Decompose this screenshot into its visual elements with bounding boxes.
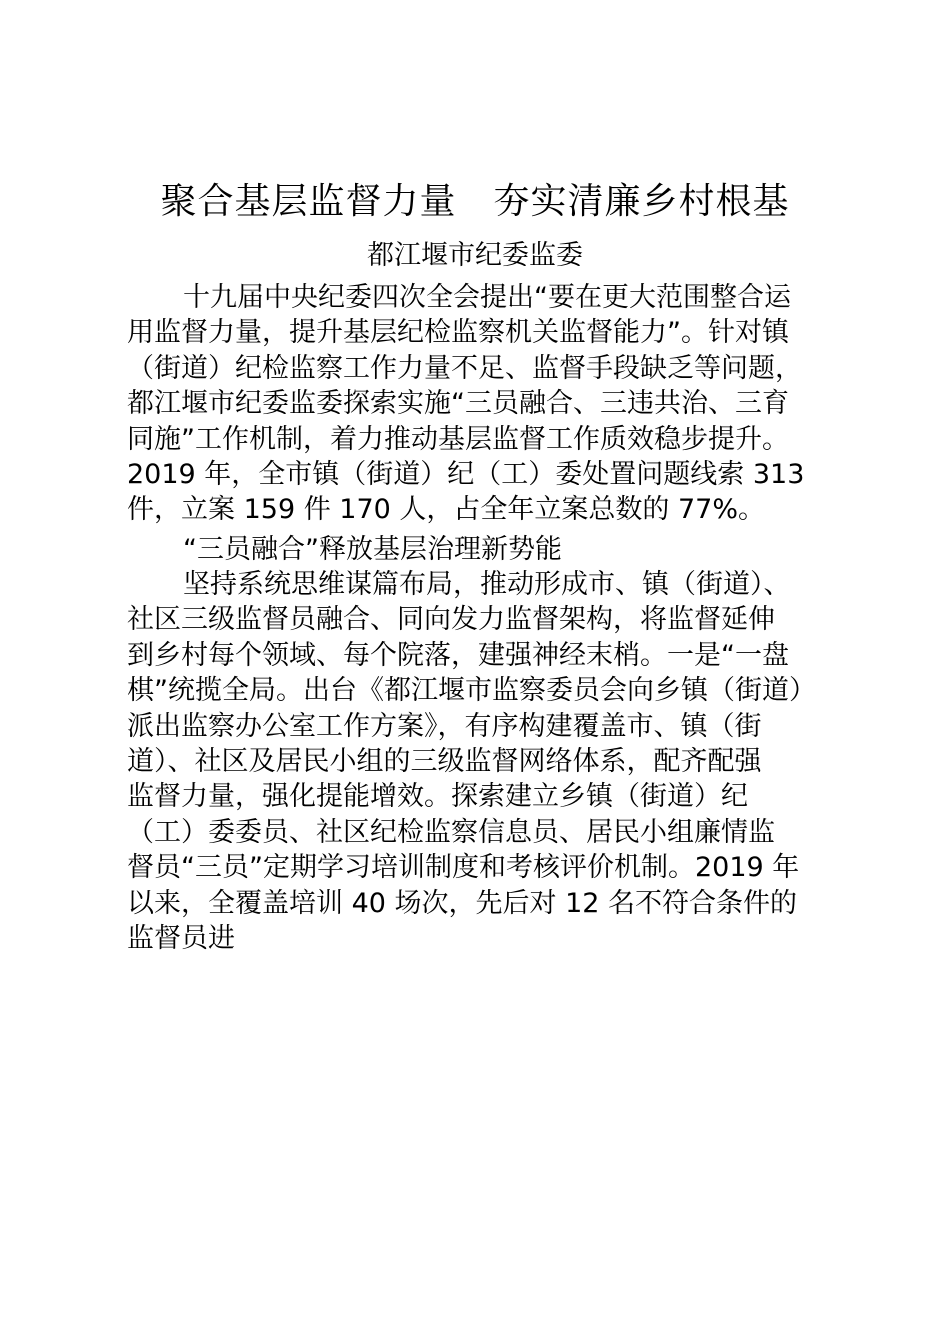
paragraph-line: 督员“三员”定期学习培训制度和考核评价机制。2019 年 — [127, 852, 800, 884]
paragraph-intro — [127, 280, 827, 528]
paragraph-line: 十九届中央纪委四次全会提出“要在更大范围整合运 — [183, 282, 791, 313]
paragraph-line: 件，立案 159 件 170 人，占全年立案总数的 77%。 — [127, 494, 765, 526]
paragraph-line: 同施”工作机制，着力推动基层监督工作质效稳步提升。 — [127, 423, 789, 455]
paragraph-line: （工）委委员、社区纪检监察信息员、居民小组廉情监 — [127, 816, 775, 848]
paragraph-line: 2019 年，全市镇（街道）纪（工）委处置问题线索 313 — [127, 458, 805, 490]
paragraph-line: 派出监察办公室工作方案》，有序构建覆盖市、镇（街 — [127, 710, 762, 742]
paragraph-line: 以来，全覆盖培训 40 场次，先后对 12 名不符合条件的 — [127, 887, 798, 919]
section-heading-wrapper — [127, 532, 827, 567]
paragraph-line: 用监督力量，提升基层纪检监察机关监督能力”。针对镇 — [127, 317, 789, 349]
section-heading: “三员融合”释放基层治理新势能 — [183, 534, 562, 565]
paragraph-line: 监督力量，强化提能增效。探索建立乡镇（街道）纪 — [127, 781, 748, 813]
paragraph-line: 都江堰市纪委监委探索实施“三员融合、三违共治、三育 — [127, 388, 789, 420]
paragraph-line: 道）、社区及居民小组的三级监督网络体系，配齐配强 — [127, 745, 762, 777]
document-title: 聚合基层监督力量 夯实清廉乡村根基 — [160, 181, 790, 222]
document-author: 都江堰市纪委监委 — [367, 240, 583, 271]
paragraph-line: 社区三级监督员融合、同向发力监督架构，将监督延伸 — [127, 604, 775, 636]
paragraph-line: 棋”统揽全局。出台《都江堰市监察委员会向乡镇（街道） — [127, 675, 816, 707]
paragraph-three-members — [127, 567, 827, 956]
paragraph-line: （街道）纪检监察工作力量不足、监督手段缺乏等问题， — [127, 352, 802, 384]
paragraph-line: 到乡村每个领域、每个院落，建强神经末梢。一是“一盘 — [127, 639, 789, 671]
paragraph-line: 监督员进 — [127, 922, 235, 954]
paragraph-line: 坚持系统思维谋篇布局，推动形成市、镇（街道）、 — [183, 569, 791, 600]
